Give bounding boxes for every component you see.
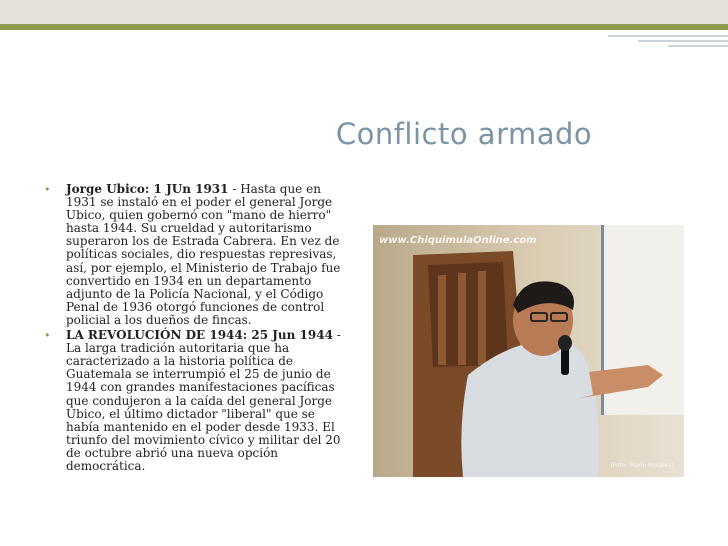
bullet-dot-icon: • [44,329,51,343]
speaker-photo [373,225,684,477]
bullet-list [42,183,347,475]
bullet-body: - Hasta que en 1931 se instaló en el poder el general Jorge Ubico, quien gobernó con "mano de hierro" hasta 1944. Su crueldad y autoritarismo superaron los de Estrada Cabrera. En vez de políticas sociales, dio respuestas represivas, así, por ejemplo, el Ministerio de Trabajo fue convertido en 1934 en un departamento adjunto de la Policía Nacional, y el Código Penal de 1936 otorgó funciones de control policial a los dueños de fincas. [66,182,341,327]
slide-title: Conflicto armado [335,117,593,151]
photo-credit: (Foto: Mario Morales) [610,462,674,469]
bullet-body: - La larga tradición autoritaria que ha caracterizado a la historia política de Guatemala se interrumpió el 25 de junio de 1944 con grandes manifestaciones pacíficas que condujeron a la caída del general Jorge Ubico, el último dictador "liberal" que se había mantenido en el poder desde 1933. El triunfo del movimiento cívico y militar del 20 de octubre abrió una nueva opción democrática. [66,328,341,473]
bullet-dot-icon: • [44,183,51,196]
photo-illustration [373,225,684,477]
photo-watermark: www.ChiquimulaOnline.com [379,235,537,246]
bullet-item-revolucion [42,329,347,473]
bullet-item-ubico [42,183,347,327]
bullet-heading: Jorge Ubico: 1 JUn 1931 [66,182,229,196]
decorative-lines [608,34,728,50]
top-decorative-band [0,0,728,24]
bullet-heading: LA REVOLUCIÓN DE 1944: 25 Jun 1944 [66,328,333,343]
top-accent-bar [0,24,728,30]
